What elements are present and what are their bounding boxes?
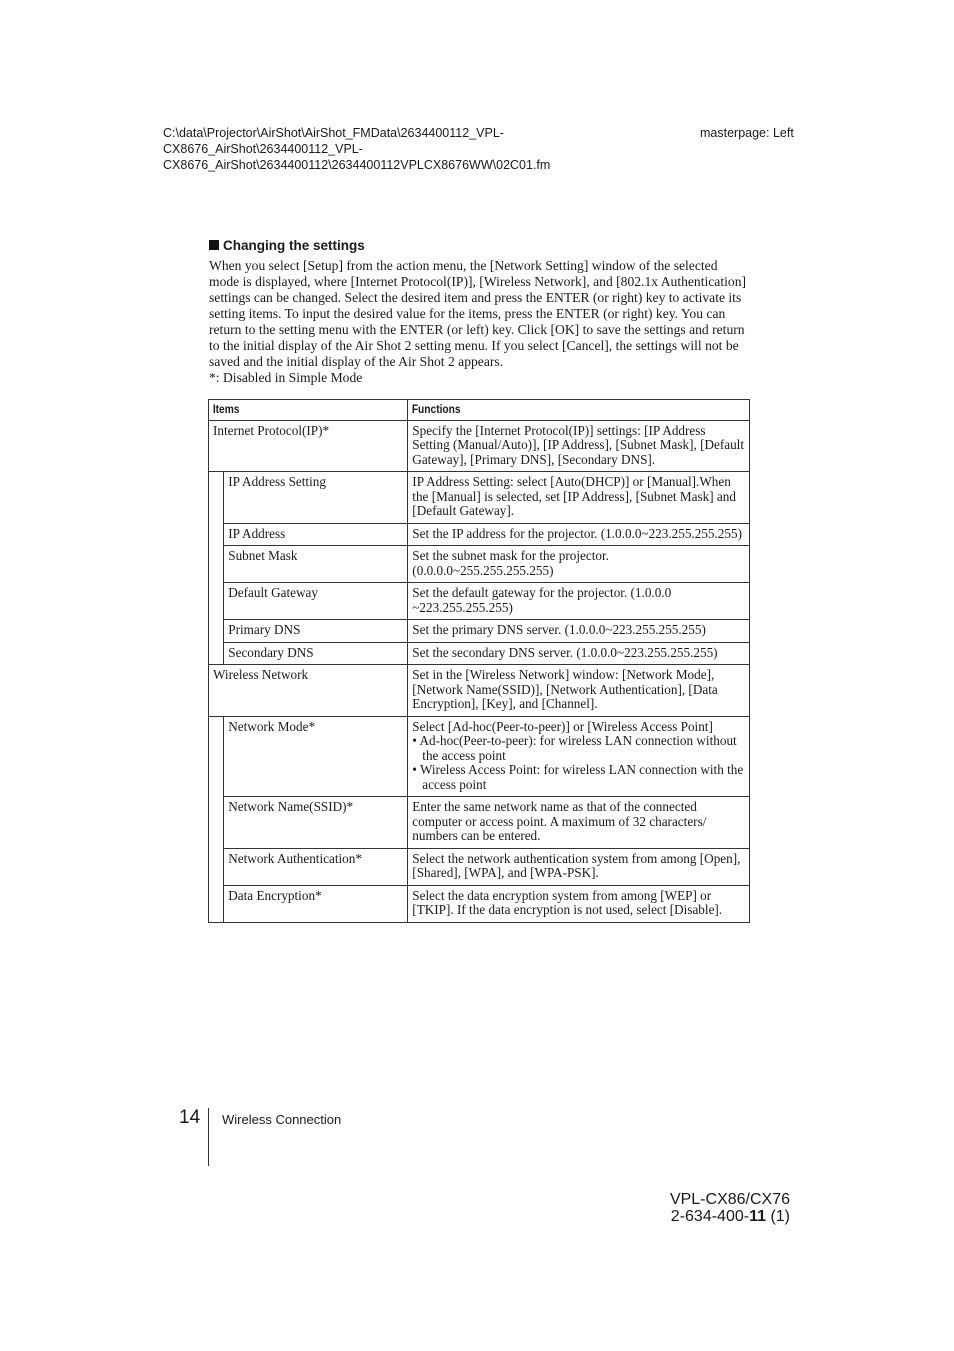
item-cell: Network Name(SSID)* xyxy=(224,797,408,849)
functions-header: Functions xyxy=(408,400,698,421)
footer-section-name: Wireless Connection xyxy=(222,1112,342,1127)
ip-group-label: Internet Protocol(IP)* xyxy=(209,420,408,472)
table-row xyxy=(209,716,750,797)
settings-table xyxy=(208,399,750,923)
function-cell: Set the primary DNS server. (1.0.0.0~223.255.255.255) xyxy=(408,620,750,643)
function-cell: Set the default gateway for the projector. (1.0.0.0 ~223.255.255.255) xyxy=(408,583,750,620)
indent-cell xyxy=(209,583,224,620)
function-cell: Set the IP address for the projector. (1.0.0.0~223.255.255.255) xyxy=(408,523,750,546)
part-code-prefix: 2-634-400- xyxy=(670,1208,750,1225)
function-cell: Select the network authentication system from among [Open], [Shared], [WPA], and [WPA-PSK]. xyxy=(408,848,750,885)
item-cell: Secondary DNS xyxy=(224,642,408,665)
table-row xyxy=(209,665,750,717)
bullet-item: • Ad-hoc(Peer-to-peer): for wireless LAN connection without the access point xyxy=(412,733,737,763)
table-row xyxy=(209,583,750,620)
function-cell xyxy=(408,716,750,797)
item-cell: Network Mode* xyxy=(224,716,408,797)
item-cell: Subnet Mask xyxy=(224,546,408,583)
indent-cell xyxy=(209,848,224,885)
items-header: Items xyxy=(209,400,378,421)
table-row xyxy=(209,472,750,524)
indent-cell xyxy=(209,716,224,797)
indent-cell xyxy=(209,546,224,583)
ip-group-desc: Specify the [Internet Protocol(IP)] settings: [IP Address Setting (Manual/Auto)], [IP Address], [Subnet Mask], [Default Gateway], [Primary DNS], [Secondary DNS]. xyxy=(408,420,750,472)
masterpage-label: masterpage: Left xyxy=(700,126,794,140)
intro-text: When you select [Setup] from the action menu, the [Network Setting] window of the selected mode is displayed, where [Internet Protocol(IP)], [Wireless Network], and [802.1x Authentication] settings can be changed. Select the desired item and press the ENTER (or right) key to activate its setting items. To input the desired value for the items, press the ENTER (or right) key. You can return to the setting menu with the ENTER (or left) key. Click [OK] to save the settings and return to the initial display of the Air Shot 2 setting menu. If you select [Cancel], the settings will not be saved and the initial display of the Air Shot 2 appears. xyxy=(209,258,747,369)
part-code-suffix: (1) xyxy=(766,1208,790,1225)
footer-divider xyxy=(208,1108,209,1166)
section-title xyxy=(209,238,365,253)
part-code xyxy=(670,1208,790,1225)
table-row xyxy=(209,546,750,583)
intro-paragraph xyxy=(209,258,749,386)
wireless-group-label: Wireless Network xyxy=(209,665,408,717)
function-cell: IP Address Setting: select [Auto(DHCP)] or [Manual].When the [Manual] is selected, set [IP Address], [Subnet Mask] and [Default Gateway]. xyxy=(408,472,750,524)
model-block xyxy=(670,1191,790,1225)
indent-cell xyxy=(209,797,224,849)
page-number: 14 xyxy=(179,1107,201,1128)
table-row xyxy=(209,885,750,922)
file-path-header: C:\data\Projector\AirShot\AirShot_FMData\2634400112_VPL- CX8676_AirShot\2634400112_VPL- CX8676_AirShot\2634400112\2634400112VPLCX8676WW\02C01.fm xyxy=(163,126,551,172)
indent-cell xyxy=(209,885,224,922)
function-cell: Enter the same network name as that of the connected computer or access point. A maximum of 32 characters/ numbers can be entered. xyxy=(408,797,750,849)
table-row xyxy=(209,420,750,472)
network-mode-desc: Select [Ad-hoc(Peer-to-peer)] or [Wireless Access Point] xyxy=(412,718,713,734)
item-cell: Network Authentication* xyxy=(224,848,408,885)
table-row xyxy=(209,620,750,643)
indent-cell xyxy=(209,523,224,546)
item-cell: Default Gateway xyxy=(224,583,408,620)
indent-cell xyxy=(209,642,224,665)
function-cell: Set the secondary DNS server. (1.0.0.0~223.255.255.255) xyxy=(408,642,750,665)
simple-mode-note: *: Disabled in Simple Mode xyxy=(209,370,363,385)
indent-cell xyxy=(209,472,224,524)
indent-cell xyxy=(209,620,224,643)
table-row xyxy=(209,848,750,885)
part-code-bold: 11 xyxy=(749,1208,766,1225)
bullet-item: • Wireless Access Point: for wireless LAN connection with the access point xyxy=(412,762,744,792)
item-cell: IP Address xyxy=(224,523,408,546)
table-row xyxy=(209,523,750,546)
section-title-text: Changing the settings xyxy=(223,238,365,253)
wireless-group-desc: Set in the [Wireless Network] window: [Network Mode], [Network Name(SSID)], [Network Authentication], [Data Encryption], [Key], and [Channel]. xyxy=(408,665,750,717)
model-name: VPL-CX86/CX76 xyxy=(669,1191,790,1208)
table-row xyxy=(209,797,750,849)
item-cell: IP Address Setting xyxy=(224,472,408,524)
square-bullet-icon xyxy=(209,240,219,250)
table-row xyxy=(209,642,750,665)
item-cell: Primary DNS xyxy=(224,620,408,643)
table-header-row xyxy=(209,400,750,421)
item-cell: Data Encryption* xyxy=(224,885,408,922)
function-cell: Select the data encryption system from among [WEP] or [TKIP]. If the data encryption is not used, select [Disable]. xyxy=(408,885,750,922)
function-cell: Set the subnet mask for the projector. (0.0.0.0~255.255.255.255) xyxy=(408,546,750,583)
